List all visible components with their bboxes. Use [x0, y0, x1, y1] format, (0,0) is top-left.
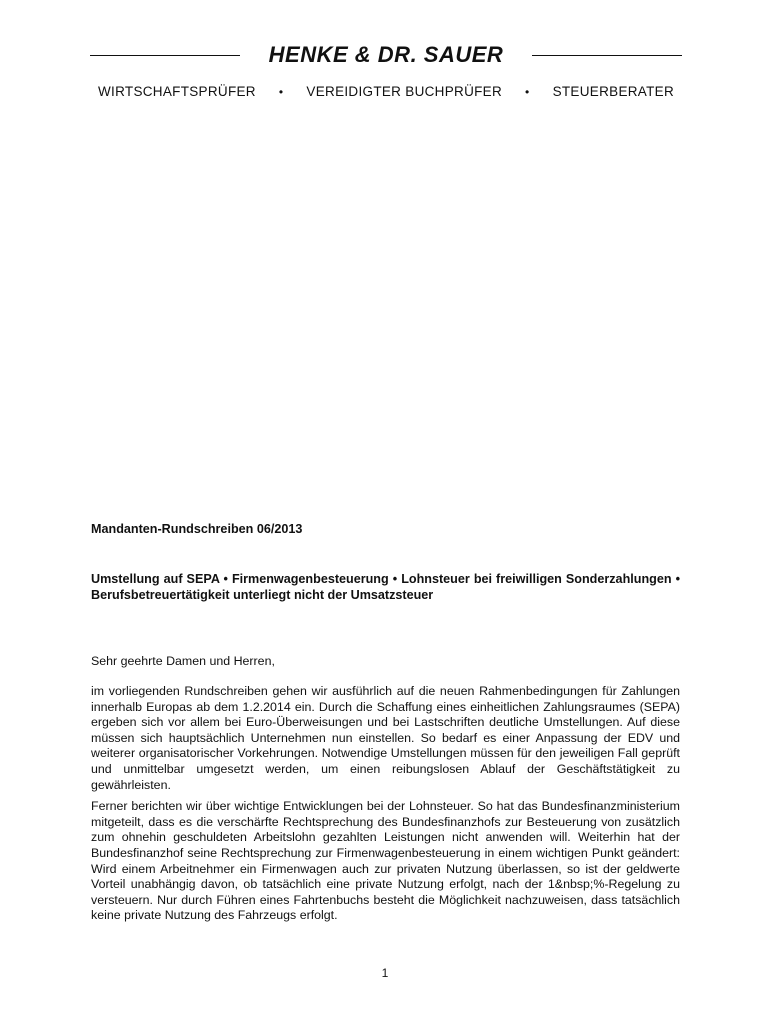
profession-certified-accountant: VEREIDIGTER BUCHPRÜFER [306, 84, 503, 99]
circular-title: Mandanten-Rundschreiben 06/2013 [91, 522, 303, 536]
right-rule [532, 55, 682, 56]
profession-auditor: WIRTSCHAFTSPRÜFER [98, 84, 256, 99]
subject-line: Umstellung auf SEPA • Firmenwagenbesteuerung • Lohnsteuer bei freiwilligen Sonderzahlungen • Berufsbetreuertätigkeit unterliegt nicht der Umsatzsteuer [91, 572, 680, 602]
page-number: 1 [381, 966, 389, 980]
separator-bullet: • [278, 84, 284, 99]
letter-body [91, 684, 680, 930]
professions-line [90, 84, 682, 99]
body-paragraph-sepa: im vorliegenden Rundschreiben gehen wir ausführlich auf die neuen Rahmenbedingungen für Zahlungen innerhalb Europas ab dem 1.2.2014 ein. Durch die Schaffung eines einheitlichen Zahlungsraumes (SEPA) ergeben sich vor allem bei Euro-Überweisungen und bei Lastschriften deutliche Umstellungen. Auf diese müssen sich hauptsächlich Unternehmen nun einstellen. So bedarf es einer Anpassung der EDV und weiterer organisatorischer Vorkehrungen. Notwendige Umstellungen müssen für den jeweiligen Fall geprüft und unmittelbar umgesetzt werden, um einen reibungslosen Ablauf der Geschäftstätigkeit zu gewährleisten. [91, 684, 680, 792]
left-rule [90, 55, 240, 56]
salutation: Sehr geehrte Damen und Herren, [91, 654, 275, 668]
profession-tax-advisor: STEUERBERATER [552, 84, 674, 99]
firm-name: HENKE & DR. SAUER [268, 42, 504, 67]
separator-bullet: • [525, 84, 530, 99]
firm-name-row [90, 40, 682, 70]
letterhead [90, 40, 682, 99]
body-paragraph-payroll-tax: Ferner berichten wir über wichtige Entwicklungen bei der Lohnsteuer. So hat das Bundesfinanzministerium mitgeteilt, dass es die verschärfte Rechtsprechung des Bundesfinanzhofs zur Besteuerung von zusätzlich zum ohnehin geschuldeten Arbeitslohn gezahlten Leistungen nicht anwenden will. Weiterhin hat der Bundesfinanzhof seine Rechtsprechung zur Firmenwagenbesteuerung in einem wichtigen Punkt geändert: Wird einem Arbeitnehmer ein Firmenwagen auch zur privaten Nutzung überlassen, so ist der geldwerte Vorteil unabhängig davon, ob tatsächlich eine private Nutzung erfolgt, nach der 1&nbsp;%-Regelung zu versteuern. Nur durch Führen eines Fahrtenbuchs besteht die Möglichkeit nachzuweisen, dass tatsächlich keine private Nutzung des Fahrzeugs erfolgt. [91, 799, 680, 923]
